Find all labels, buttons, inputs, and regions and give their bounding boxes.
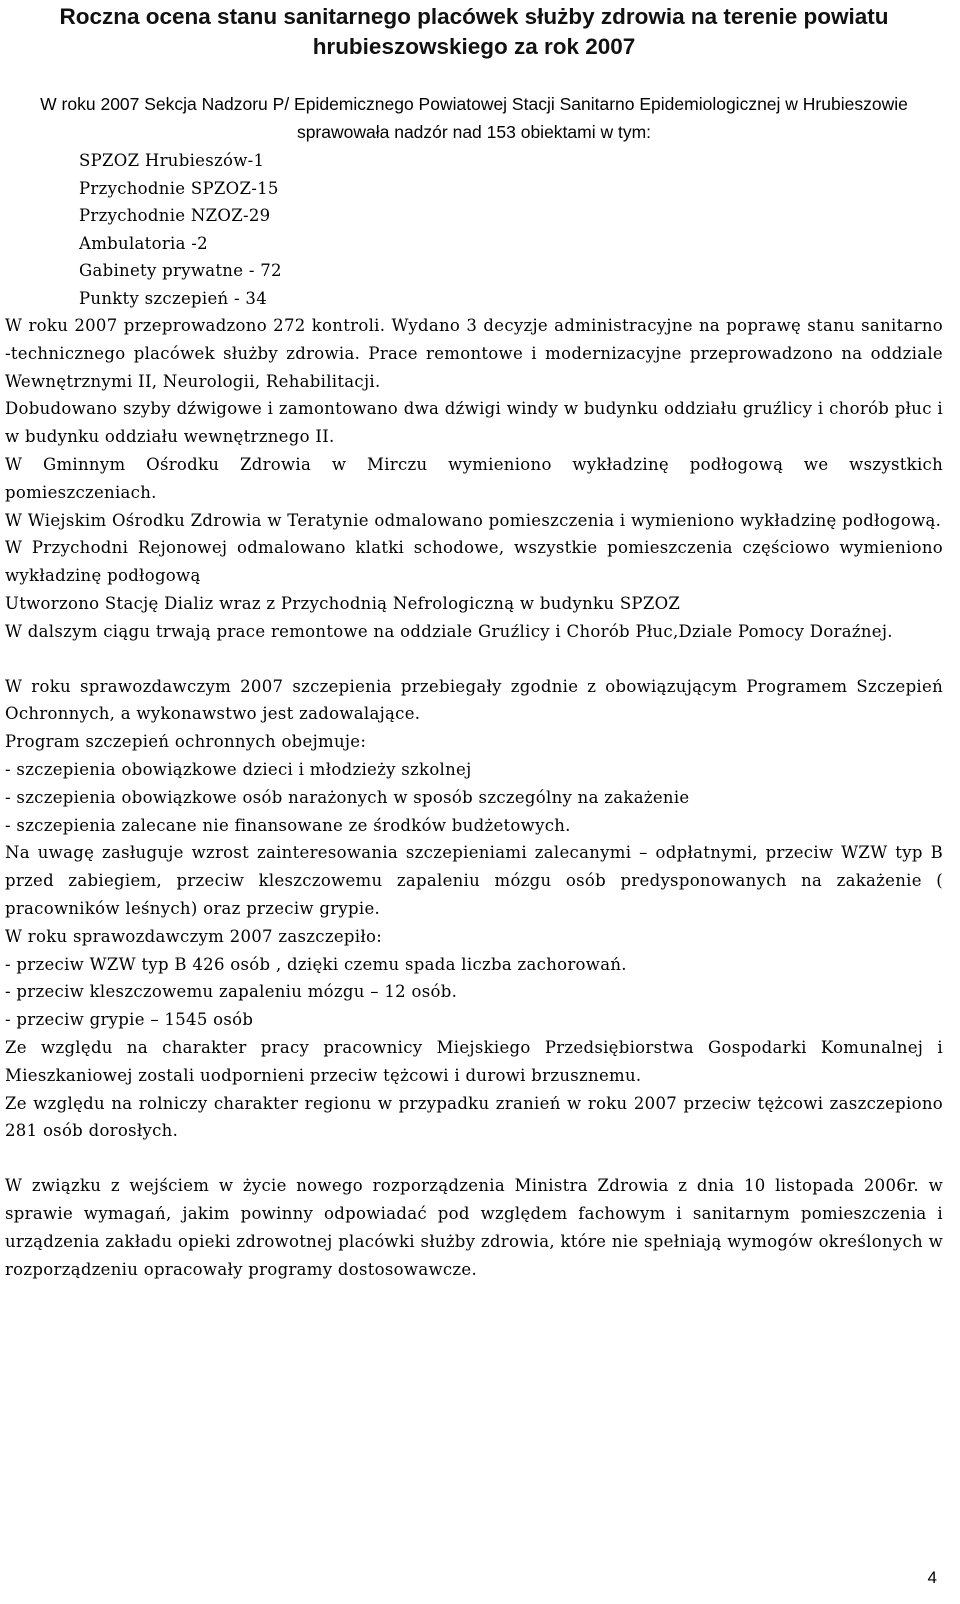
program-item: - szczepienia obowiązkowe osób narażonych w sposób szczególny na zakażenie [5, 787, 690, 807]
facility-list [79, 147, 943, 312]
program-item: - szczepienia zalecane nie finansowane ze środków budżetowych. [5, 815, 571, 835]
mpgkim-paragraph: Ze względu na charakter pracy pracownicy Miejskiego Przedsiębiorstwa Gospodarki Komunalnej i Mieszkaniowej zostali uodpornieni przeciw tężcowi i durowi brzusznemu. [5, 1037, 943, 1085]
document-title: Roczna ocena stanu sanitarnego placówek służby zdrowia na terenie powiatu hrubieszowskiego za rok 2007 [59, 4, 889, 59]
vaccinated-item: - przeciw grypie – 1545 osób [5, 1010, 254, 1030]
teratyn-paragraph: W Wiejskim Ośrodku Zdrowia w Teratynie odmalowano pomieszczenia i wymieniono wykładzinę podłogową. [5, 510, 942, 530]
program-item: - szczepienia obowiązkowe dzieci i młodzieży szkolnej [5, 759, 472, 779]
facility-item: SPZOZ Hrubieszów-1 [79, 151, 265, 170]
facility-item: Przychodnie NZOZ-29 [79, 206, 271, 225]
vaccination-paragraph: W roku sprawozdawczym 2007 szczepienia przebiegały zgodnie z obowiązującym Programem Szczepień Ochronnych, a wykonawstwo jest zadowalające. [5, 676, 943, 724]
regulation-paragraph: W związku z wejściem w życie nowego rozporządzenia Ministra Zdrowia z dnia 10 listopada 2006r. w sprawie wymagań, jakim powinny odpowiadać pod względem fachowym i sanitarnym pomieszczenia i urządzenia zakładu opieki zdrowotnej placówki służby zdrowia, które nie spełniają wymogów określonych w rozporządzeniu opracowały programy dostosowawcze. [5, 1176, 943, 1279]
facility-item: Ambulatoria -2 [79, 233, 208, 253]
interest-paragraph: Na uwagę zasługuje wzrost zainteresowania szczepieniami zalecanymi – odpłatnymi, przeciw WZW typ B przed zabiegiem, przeciw kleszczowemu zapaleniu mózgu osób predysponowanych na zakażenie ( pracowników leśnych) oraz przeciw grypie. [5, 843, 943, 918]
spacer [5, 646, 943, 673]
vaccinated-item: - przeciw WZW typ B 426 osób , dzięki czemu spada liczba zachorowań. [5, 954, 627, 974]
clinic-paragraph: W Przychodni Rejonowej odmalowano klatki schodowe, wszystkie pomieszczenia częściowo wymieniono wykładzinę podłogową [5, 538, 943, 586]
dialysis-paragraph: Utworzono Stację Dializ wraz z Przychodnią Nefrologiczną w budynku SPZOZ [5, 593, 681, 613]
spacer [5, 1145, 943, 1172]
page-number: 4 [927, 1568, 937, 1587]
inspection-section [5, 312, 943, 646]
program-heading: Program szczepień ochronnych obejmuje: [5, 732, 367, 752]
mircze-paragraph: W Gminnym Ośrodku Zdrowia w Mirczu wymieniono wykładzinę podłogową we wszystkich pomieszczeniach. [5, 454, 943, 502]
inspection-paragraph: W roku 2007 przeprowadzono 272 kontroli. Wydano 3 decyzje administracyjne na poprawę stanu sanitarno -technicznego placówek służby zdrowia. Prace remontowe i modernizacyjne przeprowadzono na oddziale Wewnętrznymi II, Neurologii, Rehabilitacji. [5, 316, 943, 391]
document-page [5, 0, 943, 1604]
facility-item: Gabinety prywatne - 72 [79, 261, 282, 280]
tetanus-paragraph: Ze względu na rolniczy charakter regionu w przypadku zranień w roku 2007 przeciw tężcowi zaszczepiono 281 osób dorosłych. [5, 1093, 943, 1141]
ongoing-works-paragraph: W dalszym ciągu trwają prace remontowe na oddziale Gruźlicy i Chorób Płuc,Dziale Pomocy Doraźnej. [5, 621, 893, 641]
elevator-paragraph: Dobudowano szyby dźwigowe i zamontowano dwa dźwigi windy w budynku oddziału gruźlicy i chorób płuc i w budynku oddziału wewnętrznego II. [5, 399, 943, 447]
facility-item: Przychodnie SPZOZ-15 [79, 178, 279, 198]
vaccinated-item: - przeciw kleszczowemu zapaleniu mózgu – 12 osób. [5, 982, 458, 1002]
vaccinated-heading: W roku sprawozdawczym 2007 zaszczepiło: [5, 926, 383, 946]
facility-item: Punkty szczepień - 34 [79, 288, 268, 308]
vaccination-section [5, 673, 943, 1146]
intro-paragraph: W roku 2007 Sekcja Nadzoru P/ Epidemicznego Powiatowej Stacji Sanitarno Epidemiologicznej w Hrubieszowie sprawowała nadzór nad 153 obiektami w tym: [40, 94, 908, 142]
